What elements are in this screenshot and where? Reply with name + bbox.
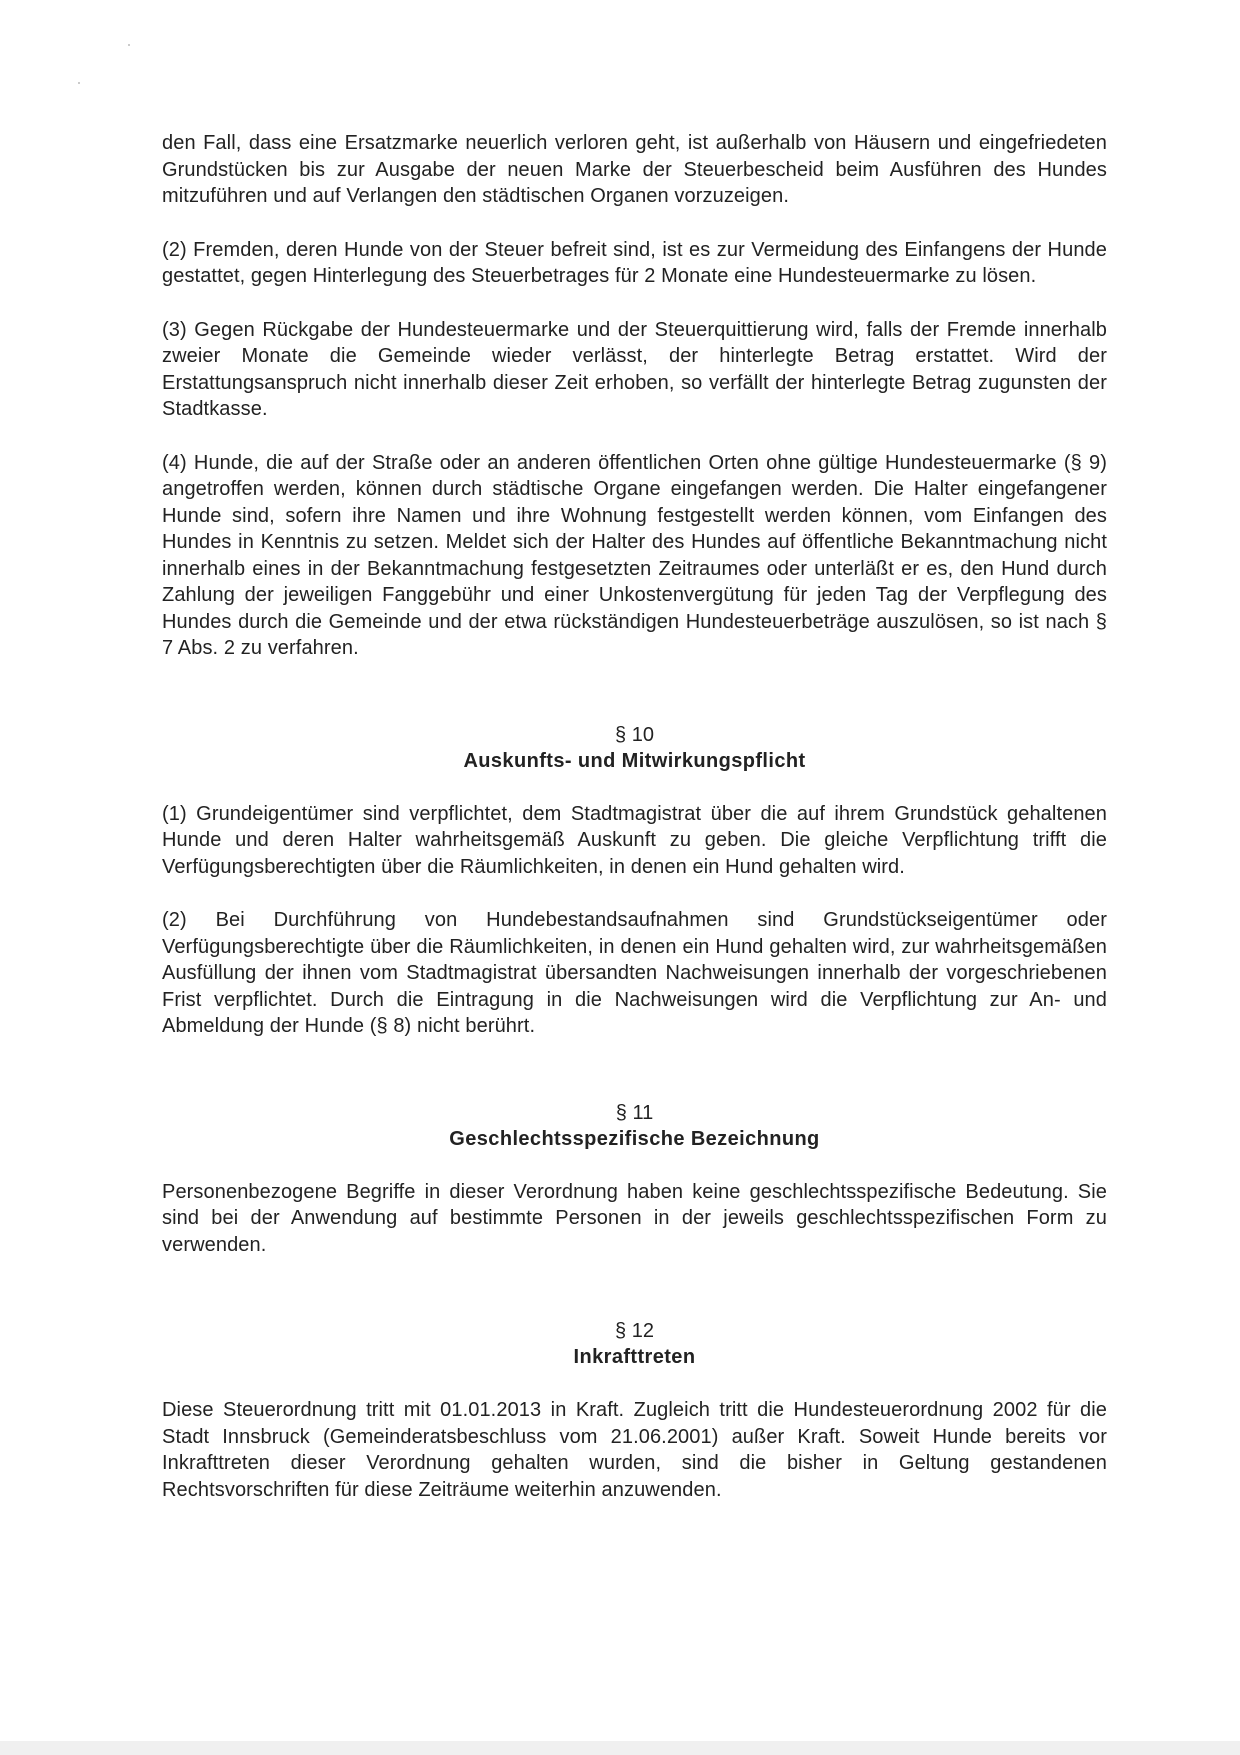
paragraph-10-2: (2) Bei Durchführung von Hundebestandsaufnahmen sind Grundstückseigentümer oder Verfügungsberechtigte über die Räumlichkeiten, in denen ein Hund gehalten wird, zur wahrheitsgemäßen Ausfüllung der ihnen vom Stadtmagistrat übersandten Nachweisungen innerhalb der vorgeschriebenen Frist verpflichtet. Durch die Eintragung in die Nachweisungen wird die Verpflichtung zur An- und Abmeldung der Hunde (§ 8) nicht berührt. xyxy=(162,909,1107,1037)
section-10-number: § 10 xyxy=(615,723,654,746)
paragraph-9-4: (4) Hunde, die auf der Straße oder an anderen öffentlichen Orten ohne gültige Hundesteuermarke (§ 9) angetroffen werden, können durch städtische Organe eingefangen werden. Die Halter eingefangener Hunde sind, sofern ihre Namen und ihre Wohnung festgestellt werden können, vom Einfangen des Hundes in Kenntnis zu setzen. Meldet sich der Halter des Hundes auf öffentliche Bekanntmachung nicht innerhalb eines in der Bekanntmachung festgesetzten Zeitraumes oder unterläßt er es, den Hund durch Zahlung der jeweiligen Fanggebühr und einer Unkostenvergütung für jeden Tag der Verpflegung des Hundes durch die Gemeinde und der etwa rückständigen Hundesteuerbeträge auszulösen, so ist nach § 7 Abs. 2 zu verfahren. xyxy=(162,451,1107,659)
paragraph-9-3: (3) Gegen Rückgabe der Hundesteuermarke und der Steuerquittierung wird, falls der Fremde innerhalb zweier Monate die Gemeinde wieder verlässt, der hinterlegte Betrag erstattet. Wird der Erstattungsanspruch nicht innerhalb dieser Zeit erhoben, so verfällt der hinterlegte Betrag zugunsten der Stadtkasse. xyxy=(162,318,1107,420)
section-12-title: Inkrafttreten xyxy=(573,1346,696,1368)
scan-speck xyxy=(128,44,130,46)
section-10-heading xyxy=(162,722,1107,774)
section-11-heading xyxy=(162,1100,1107,1152)
paragraph-11: Personenbezogene Begriffe in dieser Verordnung haben keine geschlechtsspezifische Bedeutung. Sie sind bei der Anwendung auf bestimmte Personen in der jeweils geschlechtsspezifischen Form zu verwenden. xyxy=(162,1180,1107,1256)
section-11-number: § 11 xyxy=(615,1101,654,1124)
scan-bottom-edge xyxy=(0,1741,1240,1755)
section-12-number: § 12 xyxy=(615,1320,654,1342)
paragraph-continuation: den Fall, dass eine Ersatzmarke neuerlich verloren geht, ist außerhalb von Häusern und eingefriedeten Grundstücken bis zur Ausgabe der neuen Marke der Steuerbescheid beim Ausführen des Hundes mitzuführen und auf Verlangen den städtischen Organen vorzuzeigen. xyxy=(162,132,1107,207)
document-page xyxy=(162,130,1107,1530)
paragraph-10-1: (1) Grundeigentümer sind verpflichtet, dem Stadtmagistrat über die auf ihrem Grundstück gehaltenen Hunde und deren Halter wahrheitsgemäß Auskunft zu geben. Die gleiche Verpflichtung trifft die Verfügungsberechtigten über die Räumlichkeiten, in denen ein Hund gehalten wird. xyxy=(162,802,1107,878)
scan-speck xyxy=(78,82,80,84)
section-12-heading xyxy=(162,1318,1107,1370)
section-11-title: Geschlechtsspezifische Bezeichnung xyxy=(449,1127,820,1150)
paragraph-9-2: (2) Fremden, deren Hunde von der Steuer befreit sind, ist es zur Vermeidung des Einfangens der Hunde gestattet, gegen Hinterlegung des Steuerbetrages für 2 Monate eine Hundesteuermarke zu lösen. xyxy=(162,238,1107,287)
section-10-title: Auskunfts- und Mitwirkungspflicht xyxy=(463,749,806,772)
paragraph-12: Diese Steuerordnung tritt mit 01.01.2013 in Kraft. Zugleich tritt die Hundesteuerordnung 2002 für die Stadt Innsbruck (Gemeinderatsbeschluss vom 21.06.2001) außer Kraft. Soweit Hunde bereits vor Inkrafttreten dieser Verordnung gehalten wurden, sind die bisher in Geltung gestandenen Rechtsvorschriften für diese Zeiträume weiterhin anzuwenden. xyxy=(162,1399,1107,1501)
